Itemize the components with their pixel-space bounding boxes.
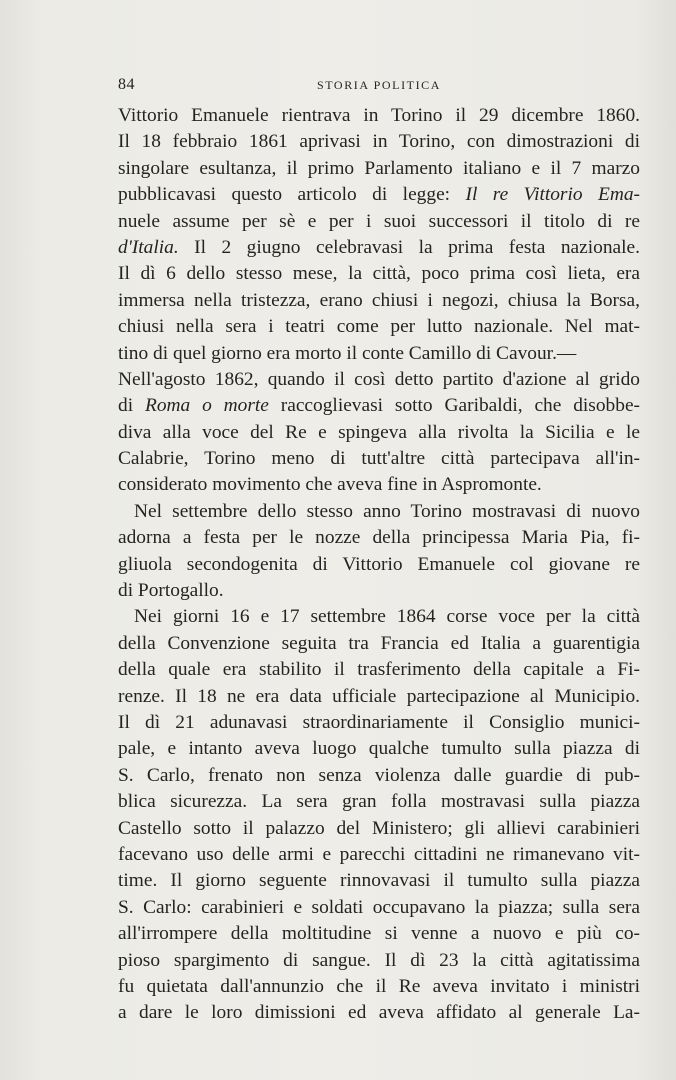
- text-line: della quale era stabilito il trasferimento della capitale a Fi-: [118, 659, 640, 681]
- italic-motto: Roma o morte: [144, 395, 269, 417]
- text-line: Castello sotto il palazzo del Ministero; gli allievi carabinieri: [118, 817, 640, 839]
- text-line: d'Italia. Il 2 giugno celebravasi la prima festa nazionale.: [118, 236, 640, 258]
- text-line: pale, e intanto aveva luogo qualche tumulto sulla piazza di: [118, 738, 640, 760]
- body-text: [118, 103, 640, 1027]
- text-line: blica sicurezza. La sera gran folla mostravasi sulla piazza: [118, 791, 640, 813]
- text-line: facevano uso delle armi e parecchi cittadini ne rimanevano vit-: [118, 843, 640, 865]
- text-line: nuele assume per sè e per i suoi successori il titolo di re: [118, 210, 640, 232]
- text-line: Nei giorni 16 e 17 settembre 1864 corse voce per la città: [134, 606, 640, 628]
- italic-quote: Il re Vittorio Ema-: [465, 184, 640, 206]
- text-line: Nel settembre dello stesso anno Torino mostravasi di nuovo: [134, 500, 640, 522]
- text-line: di Roma o morte raccoglievasi sotto Garibaldi, che disobbe-: [118, 395, 641, 417]
- page-number: 84: [118, 76, 135, 93]
- text-line: all'irrompere della moltitudine si venne a nuovo e più co-: [118, 923, 640, 945]
- text-line: a dare le loro dimissioni ed aveva affidato al generale La-: [118, 1002, 640, 1024]
- text-line: gliuola secondogenita di Vittorio Emanuele col giovane re: [118, 553, 640, 575]
- text-line: tino di quel giorno era morto il conte Camillo di Cavour.—: [118, 342, 577, 364]
- text-line: Calabrie, Torino meno di tutt'altre città partecipava all'in-: [118, 448, 640, 470]
- text-line: della Convenzione seguita tra Francia ed Italia a guarentigia: [118, 632, 640, 654]
- text-line: singolare esultanza, il primo Parlamento italiano e il 7 marzo: [118, 157, 640, 179]
- text-line: S. Carlo, frenato non senza violenza dalle guardie di pub-: [118, 764, 640, 786]
- text-line: di Portogallo.: [118, 580, 224, 602]
- text-line: Il dì 6 dello stesso mese, la città, poco prima così lieta, era: [118, 263, 640, 285]
- running-title: STORIA POLITICA: [316, 78, 442, 92]
- text-line: chiusi nella sera i teatri come per lutto nazionale. Nel mat-: [118, 316, 640, 338]
- text-line: pubblicavasi questo articolo di legge: Il re Vittorio Ema-: [118, 184, 640, 206]
- text-line: adorna a festa per le nozze della principessa Maria Pia, fi-: [118, 527, 640, 549]
- text-line: renze. Il 18 ne era data ufficiale partecipazione al Municipio.: [118, 685, 640, 707]
- text-line: Vittorio Emanuele rientrava in Torino il 29 dicembre 1860.: [118, 105, 640, 126]
- italic-quote: d'Italia.: [118, 236, 179, 258]
- text-line: immersa nella tristezza, erano chiusi i negozi, chiusa la Borsa,: [118, 289, 640, 311]
- text-line: Nell'agosto 1862, quando il così detto partito d'azione al grido: [118, 368, 640, 390]
- text-line: pioso spargimento di sangue. Il dì 23 la città agitatissima: [118, 949, 640, 971]
- text-line: diva alla voce del Re e spingeva alla rivolta la Sicilia e le: [118, 421, 640, 443]
- text-line: S. Carlo: carabinieri e soldati occupavano la piazza; sulla sera: [118, 896, 640, 918]
- text-line: fu quietata dall'annunzio che il Re aveva invitato i ministri: [118, 975, 640, 997]
- text-line: Il dì 21 adunavasi straordinariamente il Consiglio munici-: [118, 711, 640, 733]
- text-line: time. Il giorno seguente rinnovavasi il tumulto sulla piazza: [118, 870, 640, 892]
- text-line: considerato movimento che aveva fine in Aspromonte.: [118, 474, 542, 496]
- page-header: [118, 76, 640, 98]
- text-line: Il 18 febbraio 1861 aprivasi in Torino, con dimostrazioni di: [118, 131, 640, 153]
